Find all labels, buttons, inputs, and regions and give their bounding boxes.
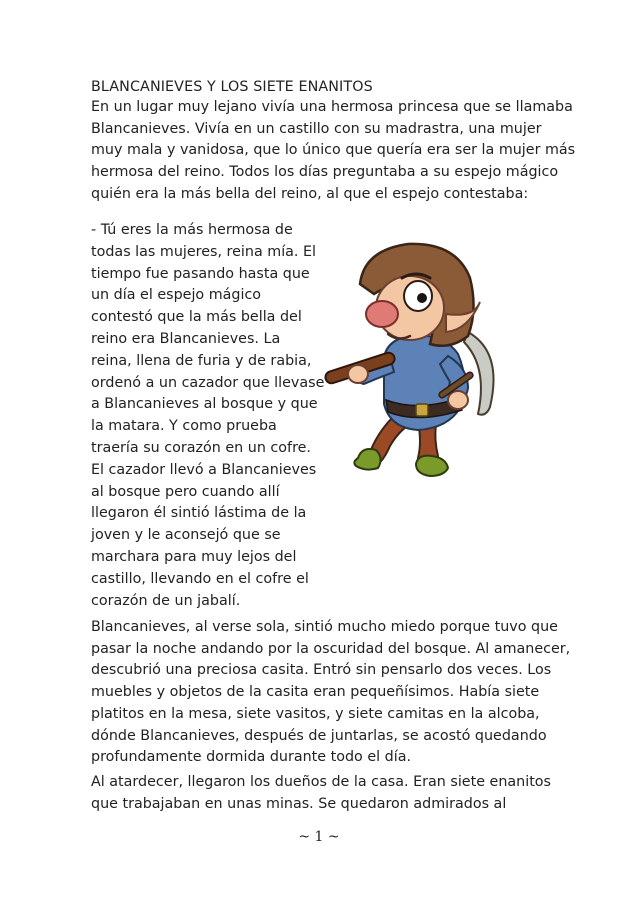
text-line: profundamente dormida durante todo el día. — [91, 749, 412, 766]
text-line: quién era la más bella del reino, al que el espejo contestaba: — [91, 185, 529, 202]
text-line: la matara. Y como prueba — [91, 418, 277, 435]
text-line: castillo, llevando en el cofre el — [91, 570, 309, 587]
text-line: corazón de un jabalí. — [91, 592, 241, 609]
dwarf-illustration — [318, 232, 518, 482]
text-line: al bosque pero cuando allí — [91, 483, 280, 500]
text-line: joven y le aconsejó que se — [91, 527, 281, 544]
text-line: tiempo fue pasando hasta que — [91, 265, 310, 282]
paragraph-forest — [91, 617, 571, 769]
text-line: platitos en la mesa, siete vasitos, y siete camitas en la alcoba, — [91, 705, 540, 722]
text-line: traería su corazón en un cofre. — [91, 439, 311, 456]
text-line: muy mala y vanidosa, que lo único que quería era ser la mujer más — [91, 142, 576, 159]
text-line: pasar la noche andando por la oscuridad del bosque. Al amanecer, — [91, 640, 571, 657]
text-line: hermosa del reino. Todos los días preguntaba a su espejo mágico — [91, 164, 559, 181]
text-line: ordenó a un cazador que llevase — [91, 374, 325, 391]
text-line: llegaron él sintió lástima de la — [91, 505, 307, 522]
text-line: - Tú eres la más hermosa de — [91, 222, 293, 238]
text-line: Blancanieves, al verse sola, sintió mucho miedo porque tuvo que — [91, 619, 558, 635]
text-line: Al atardecer, llegaron los dueños de la casa. Eran siete enanitos — [91, 774, 551, 790]
page-number: ~ 1 ~ — [298, 829, 340, 845]
paragraph-mirror-dialogue — [91, 220, 325, 612]
story-title: BLANCANIEVES Y LOS SIETE ENANITOS — [91, 79, 373, 95]
text-line: descubrió una preciosa casita. Entró sin pensarlo dos veces. Los — [91, 662, 552, 679]
text-line: reino era Blancanieves. La — [91, 330, 281, 347]
text-line: En un lugar muy lejano vivía una hermosa princesa que se llamaba — [91, 99, 573, 115]
text-line: un día el espejo mágico — [91, 287, 262, 304]
text-line: El cazador llevó a Blancanieves — [91, 461, 317, 478]
text-line: reina, llena de furia y de rabia, — [91, 352, 312, 369]
text-line: dónde Blancanieves, después de juntarlas, se acostó quedando — [91, 727, 547, 744]
paragraph-intro — [91, 97, 576, 206]
text-line: todas las mujeres, reina mía. El — [91, 243, 317, 260]
text-line: contestó que la más bella del — [91, 309, 302, 326]
text-line: Blancanieves. Vivía en un castillo con su madrastra, una mujer — [91, 120, 542, 137]
text-line: marchara para muy lejos del — [91, 548, 297, 565]
text-line: a Blancanieves al bosque y que — [91, 396, 318, 413]
text-line: muebles y objetos de la casita eran pequeñísimos. Había siete — [91, 684, 540, 701]
paragraph-dwarves — [91, 772, 561, 815]
text-line: que trabajaban en unas minas. Se quedaron admirados al — [91, 795, 507, 812]
